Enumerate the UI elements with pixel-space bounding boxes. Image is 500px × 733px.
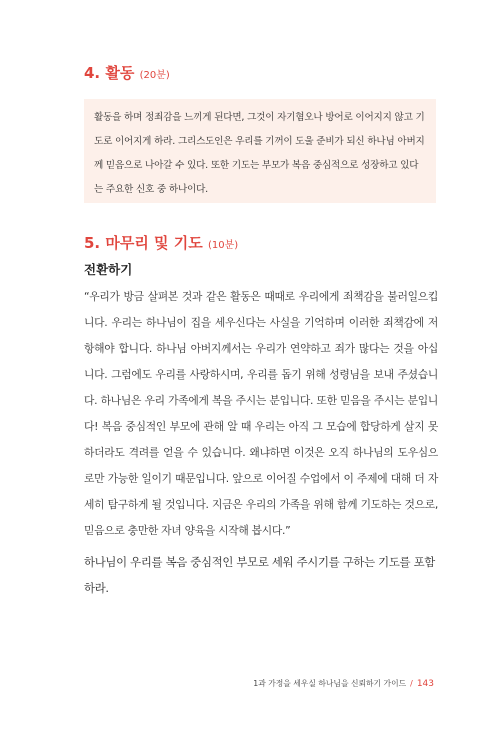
subheading-transition: 전환하기 [84,262,133,277]
footer-separator: / [410,679,413,688]
section-4-duration: (20분) [139,70,170,81]
section-5-heading [84,234,238,255]
page-footer [253,679,434,689]
running-title: 1과 가정을 세우실 하나님을 신뢰하기 가이드 [253,679,407,688]
section-4-title: 4. 활동 [84,64,135,82]
callout-text: 활동을 하며 정죄감을 느끼게 된다면, 그것이 자기혐오나 방어로 이어지지 않고 기도로 이어지게 하라. 그리스도인은 우리를 기꺼이 도울 준비가 되신 하나님 아버지께 믿음으로 나아갈 수 있다. 또한 기도는 부모가 복음 중심적으로 성장하고 있다는 주요한 신호 중 하나이다. [94,112,425,195]
section-5-duration: (10분) [207,240,239,251]
page-number: 143 [416,679,434,689]
callout-box [84,99,436,203]
quote-paragraph: “우리가 방금 살펴본 것과 같은 활동은 때때로 우리에게 죄책감을 불러일으킵니다. 우리는 하나님이 집을 세우신다는 사실을 기억하며 이러한 죄책감에 저항해야 합니다. 하나님 아버지께서는 우리가 연약하고 죄가 많다는 것을 아십니다. 그럼에도 우리를 사랑하시며, 우리를 돕기 위해 성령님을 보내 주셨습니다. 하나님은 우리 가족에게 복을 주시는 분입니다. 또한 믿음을 주시는 분입니다! 복음 중심적인 부모에 관해 알 때 우리는 아직 그 모습에 합당하게 살지 못하더라도 격려를 얻을 수 있습니다. 왜냐하면 이것은 오직 하나님의 도우심으로만 가능한 일이기 때문입니다. 앞으로 이어질 수업에서 이 주제에 대해 더 자세히 탐구하게 될 것입니다. 지금은 우리의 가족을 위해 함께 기도하는 것으로, 믿음으로 충만한 자녀 양육을 시작해 봅시다.” [84,290,438,537]
section-5-title: 5. 마무리 및 기도 [84,234,203,252]
section-4-heading [84,64,170,85]
prayer-instruction: 하나님이 우리를 복음 중심적인 부모로 세워 주시기를 구하는 기도를 포함하라. [84,555,435,595]
